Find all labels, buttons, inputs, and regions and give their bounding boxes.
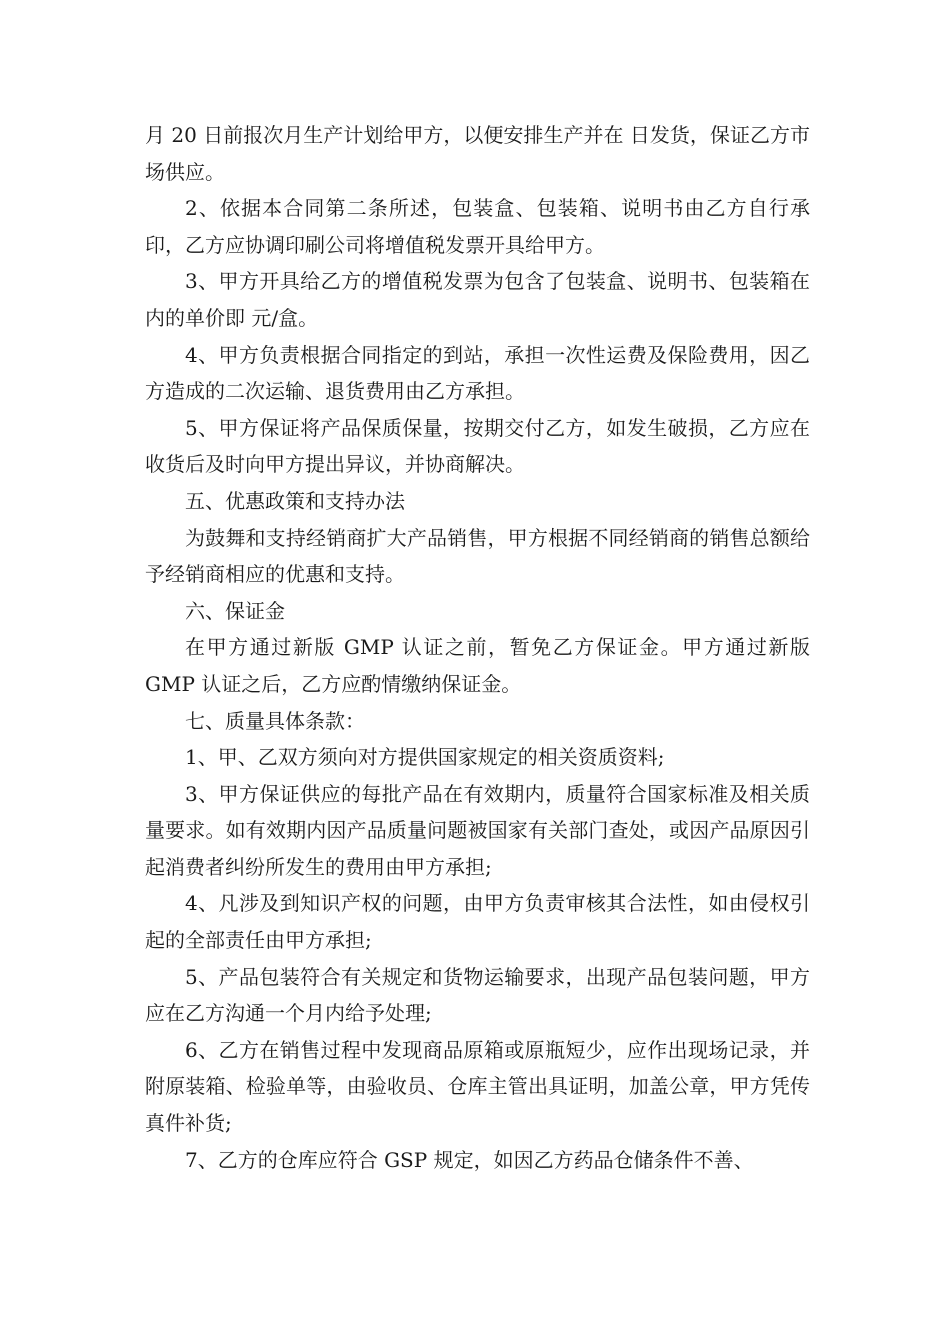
paragraph-9: 在甲方通过新版 GMP 认证之前，暂免乙方保证金。甲方通过新版 GMP 认证之后，乙方应酌情缴纳保证金。 xyxy=(145,635,817,696)
paragraph-5: 5、甲方保证将产品保质保量，按期交付乙方，如发生破损，乙方应在收货后及时向甲方提出异议，并协商解决。 xyxy=(145,415,810,477)
paragraph-11: 1、甲、乙双方须向对方提供国家规定的相关资质资料; xyxy=(185,745,665,770)
paragraph-15: 6、乙方在销售过程中发现商品原箱或原瓶短少，应作出现场记录，并附原装箱、检验单等，由验收员、仓库主管出具证明，加盖公章，甲方凭传真件补货; xyxy=(145,1037,810,1136)
paragraph-4: 4、甲方负责根据合同指定的到站，承担一次性运费及保险费用，因乙方造成的二次运输、退货费用由乙方承担。 xyxy=(145,342,810,404)
section-heading-5: 五、优惠政策和支持办法 xyxy=(185,488,405,513)
section-heading-6: 六、保证金 xyxy=(185,598,285,623)
paragraph-14: 5、产品包装符合有关规定和货物运输要求，出现产品包装问题，甲方应在乙方沟通一个月内给予处理; xyxy=(145,964,810,1026)
paragraph-1: 月 20 日前报次月生产计划给甲方，以便安排生产并在 日发货，保证乙方市场供应。 xyxy=(145,123,810,184)
paragraph-16: 7、乙方的仓库应符合 GSP 规定，如因乙方药品仓储条件不善、 xyxy=(185,1147,754,1172)
paragraph-2: 2、依据本合同第二条所述，包装盒、包装箱、说明书由乙方自行承印，乙方应协调印刷公司将增值税发票开具给甲方。 xyxy=(145,196,810,257)
section-heading-7: 七、质量具体条款： xyxy=(185,708,365,733)
paragraph-3: 3、甲方开具给乙方的增值税发票为包含了包装盒、说明书、包装箱在内的单价即 元/盒。 xyxy=(145,269,810,330)
paragraph-7: 为鼓舞和支持经销商扩大产品销售，甲方根据不同经销商的销售总额给予经销商相应的优惠和支持。 xyxy=(145,525,810,587)
paragraph-13: 4、凡涉及到知识产权的问题，由甲方负责审核其合法性，如由侵权引起的全部责任由甲方承担; xyxy=(145,891,810,953)
paragraph-12: 3、甲方保证供应的每批产品在有效期内，质量符合国家标准及相关质量要求。如有效期内因产品质量问题被国家有关部门查处，或因产品原因引起消费者纠纷所发生的费用由甲方承担; xyxy=(145,781,810,879)
document-body xyxy=(145,117,817,1178)
